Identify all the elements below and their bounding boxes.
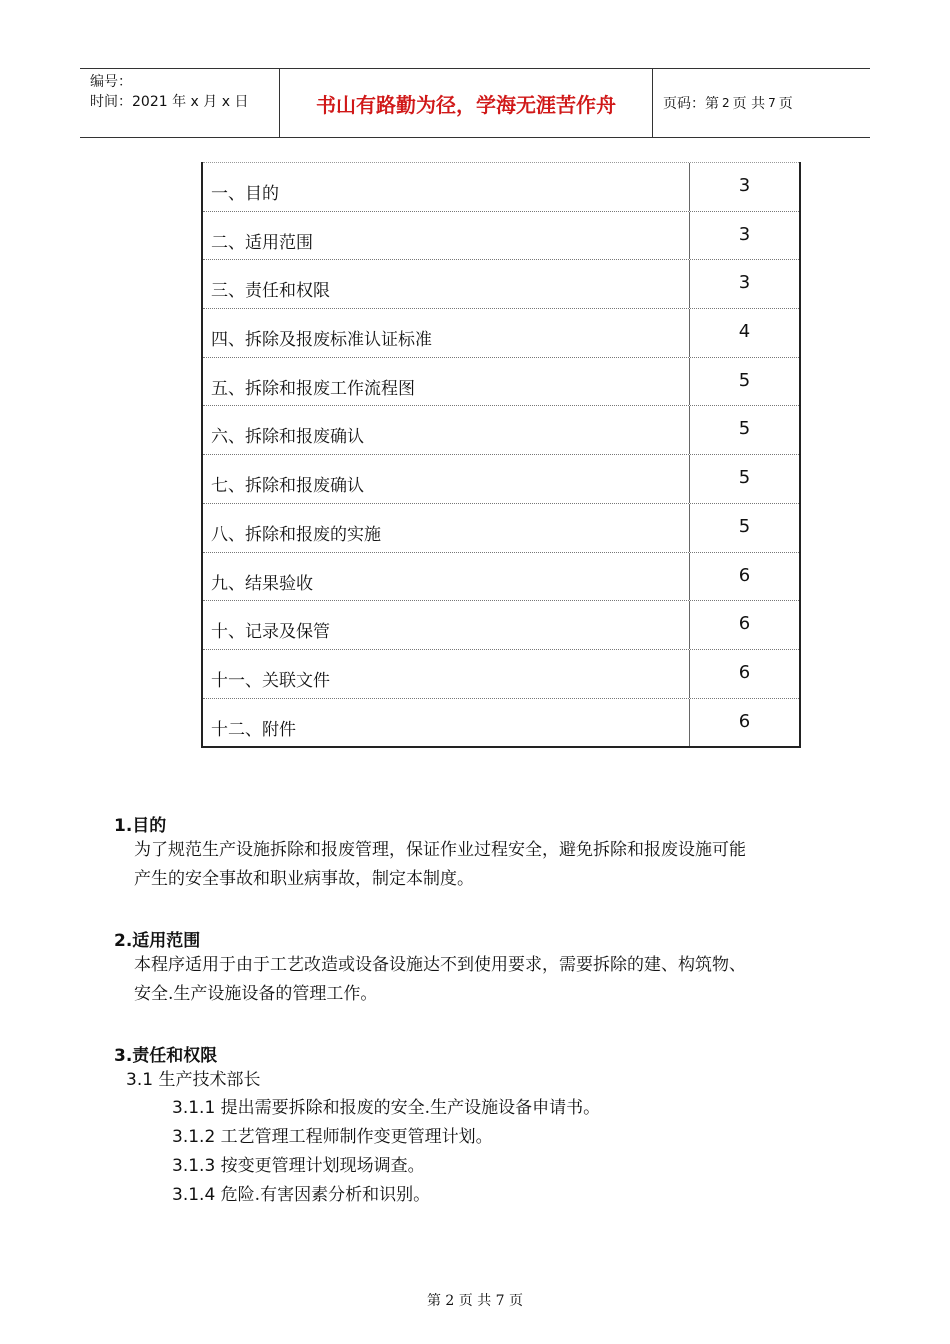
toc-row[interactable] — [203, 552, 799, 601]
item-number: 3.1.1 — [172, 1098, 216, 1118]
page-current: 2 — [722, 96, 730, 110]
list-item — [172, 1123, 493, 1151]
item-number: 3.1.3 — [172, 1156, 216, 1176]
toc-row[interactable] — [203, 162, 799, 211]
toc-table — [201, 162, 801, 748]
toc-row[interactable] — [203, 308, 799, 357]
toc-row[interactable] — [203, 405, 799, 454]
toc-title: 六、拆除和报废确认 — [203, 406, 690, 454]
toc-row[interactable] — [203, 211, 799, 260]
header-meta — [80, 69, 280, 137]
toc-title: 十、记录及保管 — [203, 601, 690, 649]
toc-page: 6 — [738, 613, 751, 635]
toc-title: 一、目的 — [203, 163, 690, 211]
subsection-text: 生产技术部长 — [158, 1070, 261, 1090]
item-text: 提出需要拆除和报废的安全.生产设施设备申请书。 — [220, 1098, 601, 1118]
toc-title: 四、拆除及报废标准认证标准 — [203, 309, 690, 357]
toc-title: 五、拆除和报废工作流程图 — [203, 358, 690, 406]
subsection-number: 3.1 — [126, 1070, 154, 1090]
toc-page: 3 — [738, 223, 751, 245]
code-label: 编号： — [90, 74, 132, 90]
toc-row[interactable] — [203, 698, 799, 747]
list-item — [172, 1094, 600, 1122]
page-suffix: 页 — [778, 96, 793, 112]
toc-page: 5 — [738, 467, 751, 489]
toc-page: 4 — [738, 321, 751, 343]
toc-title: 十二、附件 — [203, 699, 690, 747]
item-number: 3.1.4 — [172, 1185, 216, 1205]
page-mid: 页 共 — [732, 96, 766, 112]
section-1-line: 产生的安全事故和职业病事故，制定本制度。 — [134, 869, 474, 889]
subsection-3-1 — [126, 1066, 260, 1094]
page-total: 7 — [768, 96, 776, 110]
list-item — [172, 1181, 430, 1209]
section-1-body — [134, 836, 834, 894]
page-prefix: 页码：第 — [663, 96, 719, 112]
toc-title: 八、拆除和报废的实施 — [203, 504, 690, 552]
toc-page: 5 — [738, 369, 751, 391]
toc-page: 5 — [738, 418, 751, 440]
toc-page: 6 — [738, 564, 751, 586]
toc-row[interactable] — [203, 454, 799, 503]
section-1-heading: 1.目的 — [114, 816, 167, 836]
item-text: 按变更管理计划现场调查。 — [220, 1156, 425, 1176]
toc-title: 十一、关联文件 — [203, 650, 690, 698]
item-number: 3.1.2 — [172, 1127, 216, 1147]
item-text: 工艺管理工程师制作变更管理计划。 — [220, 1127, 493, 1147]
list-item — [172, 1152, 425, 1180]
toc-title: 七、拆除和报废确认 — [203, 455, 690, 503]
toc-row[interactable] — [203, 259, 799, 308]
toc-page: 6 — [738, 661, 751, 683]
toc-page: 5 — [738, 515, 751, 537]
section-2-body — [134, 951, 834, 1009]
section-1-line: 为了规范生产设施拆除和报废管理，保证作业过程安全，避免拆除和报废设施可能 — [134, 840, 746, 860]
toc-row[interactable] — [203, 649, 799, 698]
time-label: 时间：2021 年 x 月 x 日 — [90, 94, 249, 110]
item-text: 危险.有害因素分析和识别。 — [220, 1185, 431, 1205]
page-header — [80, 68, 870, 138]
header-motto: 书山有路勤为径，学海无涯苦作舟 — [280, 69, 653, 137]
section-2-heading: 2.适用范围 — [114, 931, 201, 951]
toc-row[interactable] — [203, 600, 799, 649]
toc-page: 6 — [738, 710, 751, 732]
toc-title: 二、适用范围 — [203, 212, 690, 260]
section-2-line: 安全.生产设施设备的管理工作。 — [134, 984, 378, 1004]
toc-page: 3 — [738, 175, 751, 196]
section-2-line: 本程序适用于由于工艺改造或设备设施达不到使用要求，需要拆除的建、构筑物、 — [134, 955, 746, 975]
toc-row[interactable] — [203, 357, 799, 406]
toc-title: 三、责任和权限 — [203, 260, 690, 308]
toc-page: 3 — [738, 272, 751, 294]
page-footer: 第 2 页 共 7 页 — [426, 1293, 524, 1309]
toc-row[interactable] — [203, 503, 799, 552]
header-page-info — [653, 69, 870, 137]
toc-title: 九、结果验收 — [203, 553, 690, 601]
section-3-heading: 3.责任和权限 — [114, 1046, 218, 1066]
